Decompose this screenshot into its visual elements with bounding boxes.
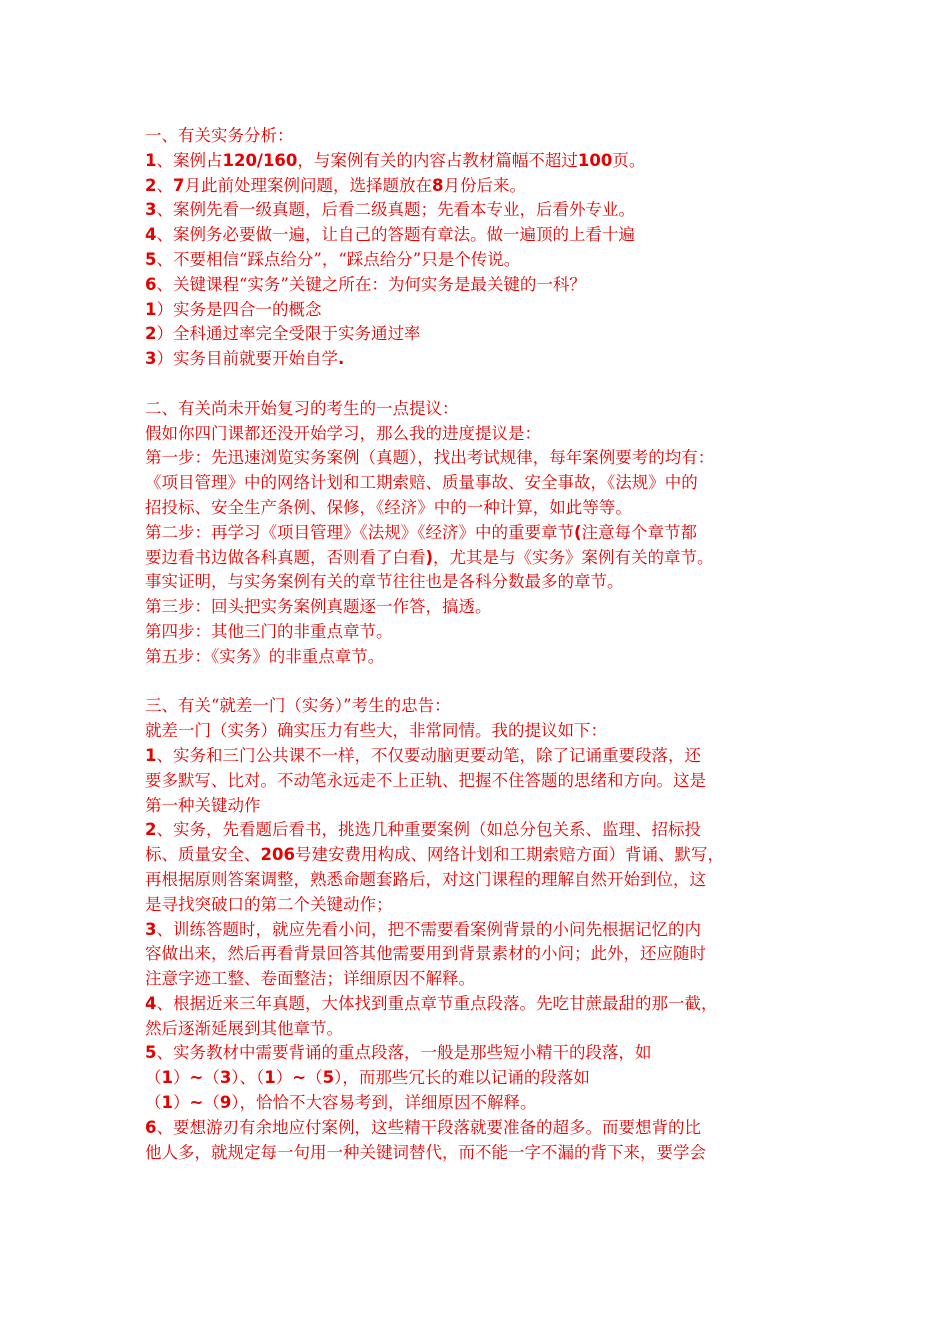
text-run: 、案例占 [156,150,223,170]
text-line [145,521,825,546]
text-line [145,198,825,223]
text-line [145,149,825,174]
text-line [145,645,825,670]
text-run: 1 [264,1068,276,1088]
text-run: 是寻找突破口的第二个关键动作； [145,894,393,914]
text-run: 页。 [612,150,646,170]
text-run: ）、（ [231,1068,265,1088]
text-line [145,992,825,1017]
text-run: ）全科通过率完全受限于实务通过率 [156,324,421,344]
text-run: 2 [145,324,157,344]
text-run: 2 [145,820,157,840]
text-line [145,322,825,347]
text-run: 1 [145,299,157,319]
text-run: 《项目管理》中的网络计划和工期索赔、质量事故、安全事故，《法规》中的 [145,473,698,493]
text-line [145,1066,825,1091]
text-line [145,1141,825,1166]
text-run: 二、有关尚未开始复习的考生的一点提议： [145,398,459,418]
text-line [145,893,825,918]
text-run: 6 [145,1117,157,1137]
text-line [145,546,825,571]
section-heading [145,124,825,149]
text-line [145,744,825,769]
text-run: . [337,349,345,369]
text-line [145,248,825,273]
section-heading [145,397,825,422]
text-run: 、要想游刃有余地应付案例，这些精干段落就要准备的超多。而要想背的比 [156,1117,701,1137]
text-run: 、实务和三门公共课不一样，不仅要动脑更要动笔，除了记诵重要段落，还 [156,745,701,765]
text-line [145,174,825,199]
text-run: 三、有关“就差一门（实务）”考生的忠告： [145,696,451,716]
text-run: 标、质量安全、 [145,845,261,865]
text-line [145,273,825,298]
section-3 [145,694,825,1165]
text-run: 1 [145,150,157,170]
text-line [145,496,825,521]
section-heading [145,694,825,719]
text-line [145,446,825,471]
text-run: 、不要相信“踩点给分”，“踩点给分”只是个传说。 [156,249,521,269]
text-run: 9 [219,1093,232,1113]
text-run: ） [172,1068,190,1088]
text-run: 事实证明，与实务案例有关的章节往往也是各科分数最多的章节。 [145,572,624,592]
text-run: 第三步：回头把实务案例真题逐一作答，搞透。 [145,597,492,617]
text-run: 就差一门（实务）确实压力有些大，非常同情。我的提议如下： [145,721,607,741]
text-run: 、关键课程“实务”关键之所在：为何实务是最关键的一科？ [156,274,586,294]
text-run: 7 [172,175,185,195]
text-run: ）实务目前就要开始自学 [156,349,338,369]
text-run: 、训练答题时，就应先看小问，把不需要看案例背景的小问先根据记忆的内 [156,919,701,939]
text-line [145,298,825,323]
text-run: 一、有关实务分析： [145,126,294,145]
section-2 [145,397,825,670]
text-run: ）实务是四合一的概念 [156,299,322,319]
text-run: 、实务，先看题后看书，挑选几种重要案例（如总分包关系、监理、招标投 [156,820,701,840]
text-run: 5 [145,1043,157,1063]
section-gap [145,372,825,397]
text-run: 1 [145,745,157,765]
text-run: 3 [219,1068,232,1088]
text-line [145,719,825,744]
text-run: ~ [292,1068,307,1088]
text-run: 3 [145,349,157,369]
text-run: 月份后来。 [443,175,526,195]
text-run: 容做出来，然后再看背景回答其他需要用到背景素材的小问；此外，还应随时 [145,944,706,964]
text-run: 2 [145,175,157,195]
section-gap [145,670,825,695]
text-run: ~ [189,1068,204,1088]
text-run: 206 [260,845,295,865]
text-line [145,967,825,992]
text-run: ~ [189,1093,204,1113]
text-run: 第一种关键动作 [145,795,261,815]
document-body [145,124,825,1165]
text-run: 、实务教材中需要背诵的重点段落，一般是那些短小精干的段落，如 [156,1043,652,1063]
text-run: 招投标、安全生产条例、保修，《经济》中的一种计算，如此等等。 [145,497,632,517]
text-run: 1 [161,1068,173,1088]
text-run: 6 [145,274,157,294]
text-run: 然后逐渐延展到其他章节。 [145,1018,343,1038]
text-run: （ [306,1068,323,1088]
text-run: （ [145,1068,162,1088]
text-run: 第一步：先迅速浏览实务案例（真题），找出考试规律，每年案例要考的均有： [145,448,715,468]
text-run: （ [145,1093,162,1113]
text-run: 100 [577,150,613,170]
text-run: 注意每个章节都 [581,522,698,542]
text-line [145,769,825,794]
text-run: ( [574,522,582,542]
text-run: ) [425,547,434,567]
text-line [145,818,825,843]
text-run: 他人多，就规定每一句用一种关键词替代，而不能一字不漏的背下来，要学会 [145,1142,706,1162]
section-1 [145,124,825,372]
text-line [145,1091,825,1116]
text-line [145,942,825,967]
text-run: 注意字迹工整、卷面整洁；详细原因不解释。 [145,969,475,989]
text-line [145,595,825,620]
text-run: 、根据近来三年真题，大体找到重点章节重点段落。先吃甘蔗最甜的那一截， [156,993,718,1013]
text-run: 第五步：《实务》的非重点章节。 [145,646,385,666]
text-line [145,1017,825,1042]
text-run: 再根据原则答案调整，熟悉命题套路后，对这门课程的理解自然开始到位，这 [145,869,706,889]
text-run: 、 [156,175,173,195]
text-line [145,422,825,447]
text-run: ，尤其是与《实务》案例有关的章节。 [433,547,714,567]
text-line [145,347,825,372]
text-run: ） [172,1093,190,1113]
text-line [145,794,825,819]
text-line [145,620,825,645]
text-line [145,868,825,893]
text-run: 8 [431,175,444,195]
text-run: 4 [145,993,157,1013]
text-run: 4 [145,225,157,245]
text-run: 要边看书边做各科真题，否则看了白看 [145,547,426,567]
text-run: ），恰恰不大容易考到，详细原因不解释。 [231,1093,537,1113]
text-run: 3 [145,919,157,939]
text-line [145,1041,825,1066]
text-run: 、案例务必要做一遍，让自己的答题有章法。做一遍顶的上看十遍 [156,225,635,245]
text-run: （ [203,1068,220,1088]
text-line [145,918,825,943]
text-run: ，与案例有关的内容占教材篇幅不超过 [297,150,578,170]
text-run: 5 [322,1068,335,1088]
text-run: 要多默写、比对。不动笔永远走不上正轨、把握不住答题的思绪和方向。这是 [145,770,706,790]
text-run: ），而那些冗长的难以记诵的段落如 [334,1068,590,1088]
text-run: 月此前处理案例问题，选择题放在 [184,175,432,195]
text-line [145,1116,825,1141]
text-run: 1 [161,1093,173,1113]
text-run: 第二步：再学习《项目管理》《法规》《经济》中的重要章节 [145,522,574,542]
text-line [145,570,825,595]
text-run: 、案例先看一级真题，后看二级真题；先看本专业，后看外专业。 [156,200,635,220]
text-line [145,471,825,496]
text-run: （ [203,1093,220,1113]
text-run: 第四步：其他三门的非重点章节。 [145,621,393,641]
text-run: 120/160 [222,150,298,170]
text-run: 3 [145,200,157,220]
text-run: 5 [145,249,157,269]
text-line [145,843,825,868]
text-run: ） [275,1068,293,1088]
text-run: 假如你四门课都还没开始学习，那么我的进度提议是： [145,423,541,443]
text-run: 号建安费用构成、网络计划和工期索赔方面）背诵、默写， [294,845,724,865]
text-line [145,223,825,248]
